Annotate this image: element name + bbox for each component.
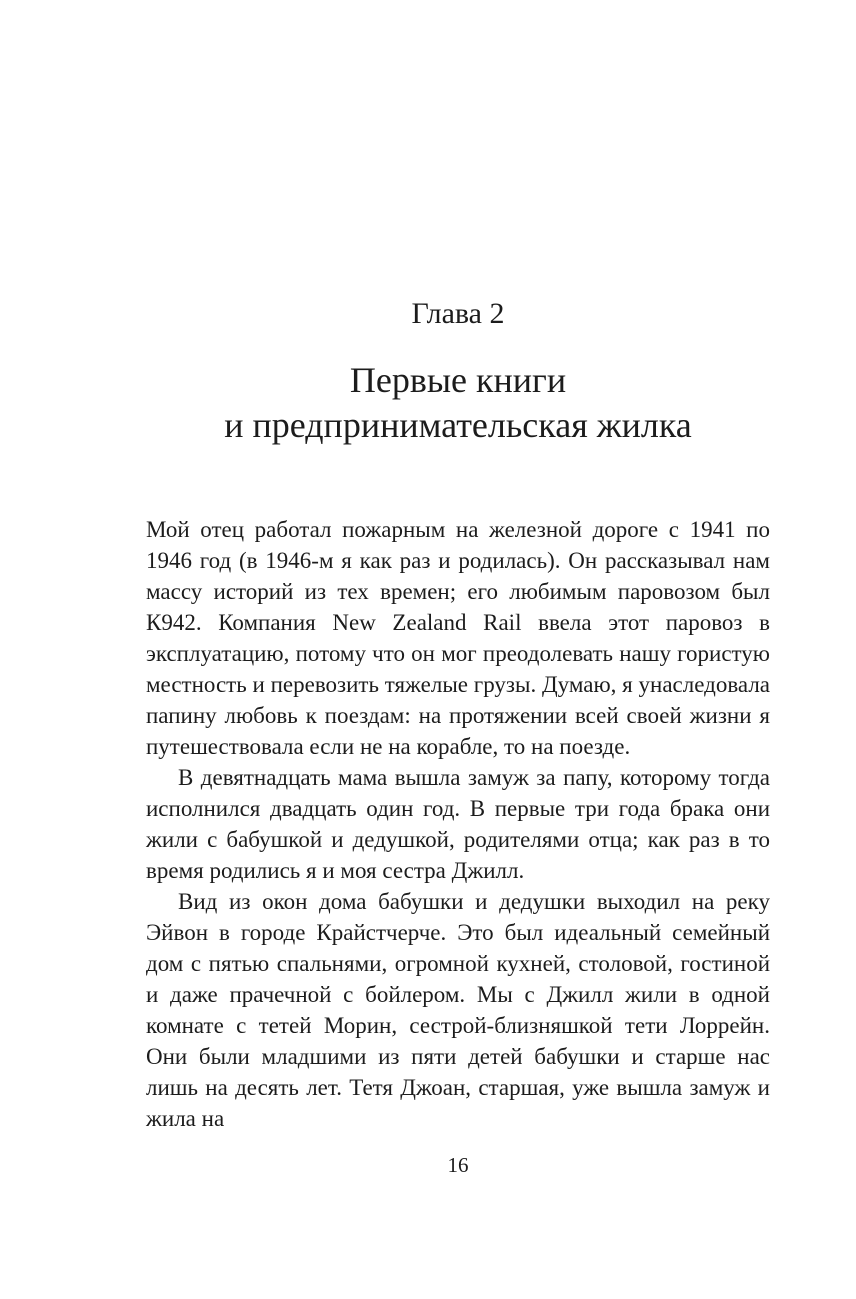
paragraph: Мой отец работал пожарным на железной дороге с 1941 по 1946 год (в 1946-м я как раз и родилась). Он рассказывал нам массу историй из тех времен; его любимым паровозом был К942. Компания New Zealand Rail ввела этот паровоз в эксплуатацию, потому что он мог преодолевать нашу гористую местность и перевозить тяжелые грузы. Думаю, я унаследовала папину любовь к поездам: на протяжении всей своей жизни я путешествовала если не на корабле, то на поезде.	[146, 517, 770, 759]
chapter-title	[116, 358, 800, 448]
page-number: 16	[447, 1153, 469, 1177]
chapter-title-line: и предпринимательская жилка	[224, 405, 692, 445]
chapter-title-line: Первые книги	[349, 360, 567, 400]
paragraph: Вид из окон дома бабушки и дедушки выходил на реку Эйвон в городе Крайстчерче. Это был идеальный семейный дом с пятью спальнями, огромной кухней, столовой, гостиной и даже прачечной с бойлером. Мы с Джилл жили в одной комнате с тетей Морин, сестрой-близняшкой тети Лоррейн. Они были младшими из пяти детей бабушки и старше нас лишь на десять лет. Тетя Джоан, старшая, уже вышла замуж и жила на	[146, 889, 770, 1131]
body-text	[146, 514, 770, 1134]
chapter-heading: Глава 2	[411, 297, 505, 330]
paragraph: В девятнадцать мама вышла замуж за папу, которому тогда исполнился двадцать один год. В первые три года брака они жили с бабушкой и дедушкой, родителями отца; как раз в то время родились я и моя сестра Джилл.	[146, 765, 770, 883]
